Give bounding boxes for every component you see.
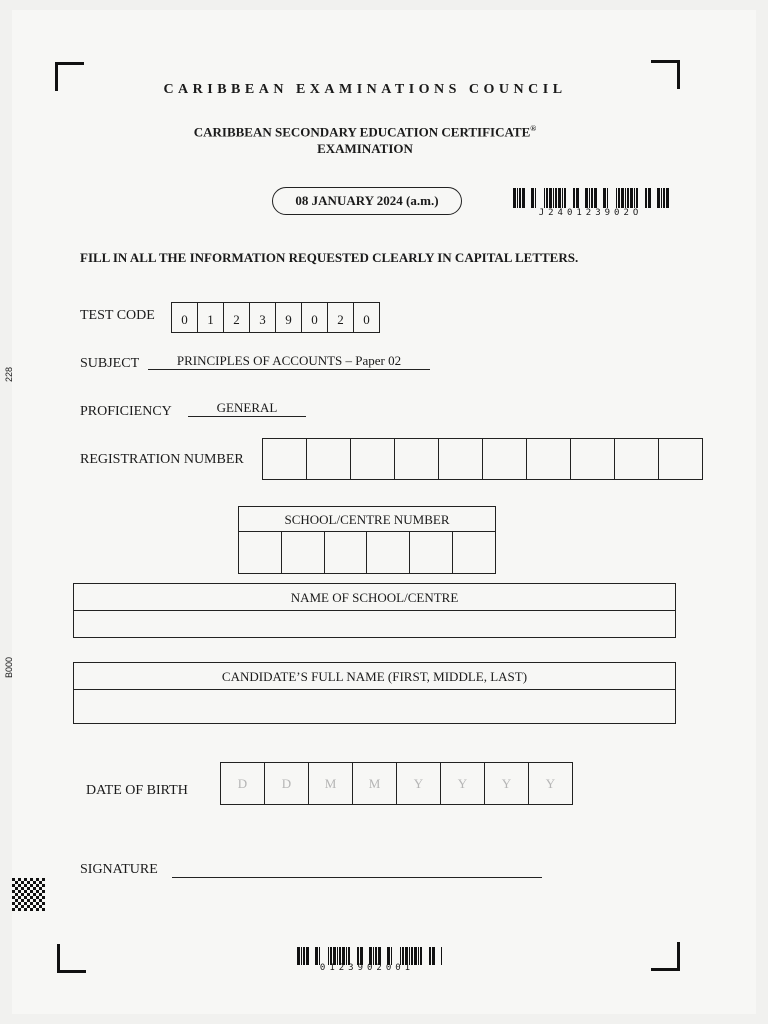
proficiency-label: PROFICIENCY <box>80 404 172 419</box>
registration-digit-field[interactable] <box>351 439 395 479</box>
signature-label: SIGNATURE <box>80 862 158 877</box>
candidate-name-box <box>73 662 676 724</box>
registration-number-boxes <box>262 438 703 480</box>
test-code-digit: 3 <box>250 303 276 332</box>
school-number-digit-field[interactable] <box>239 532 282 573</box>
dob-year-field[interactable]: Y <box>397 763 441 804</box>
dob-day-field[interactable]: D <box>221 763 265 804</box>
registration-digit-field[interactable] <box>263 439 307 479</box>
date-of-birth-label: DATE OF BIRTH <box>86 783 188 798</box>
subject-label: SUBJECT <box>80 356 140 371</box>
candidate-name-field[interactable] <box>74 690 675 723</box>
school-number-digit-field[interactable] <box>282 532 325 573</box>
registration-digit-field[interactable] <box>395 439 439 479</box>
registration-mark-bottom-left <box>57 944 86 973</box>
registration-mark-bottom-right <box>651 942 680 971</box>
school-number-digit-field[interactable] <box>367 532 410 573</box>
proficiency-value: GENERAL <box>188 399 306 417</box>
registration-digit-field[interactable] <box>483 439 527 479</box>
test-code-digit: 0 <box>302 303 328 332</box>
test-code-digit: 2 <box>328 303 354 332</box>
test-code-digit: 2 <box>224 303 250 332</box>
candidate-name-label: CANDIDATE’S FULL NAME (FIRST, MIDDLE, LAST) <box>74 663 675 690</box>
test-code-digit: 9 <box>276 303 302 332</box>
certificate-line-2: EXAMINATION <box>317 141 413 157</box>
school-number-digit-field[interactable] <box>453 532 495 573</box>
barcode-top <box>508 188 673 208</box>
school-centre-number-label: SCHOOL/CENTRE NUMBER <box>239 507 495 532</box>
registered-mark: ® <box>530 124 537 133</box>
subject-value: PRINCIPLES OF ACCOUNTS – Paper 02 <box>148 352 430 370</box>
dob-day-field[interactable]: D <box>265 763 309 804</box>
registration-digit-field[interactable] <box>615 439 659 479</box>
dob-year-field[interactable]: Y <box>545 776 556 791</box>
qr-code-icon <box>12 878 45 911</box>
signature-field[interactable] <box>172 877 542 878</box>
school-name-field[interactable] <box>74 611 675 637</box>
dob-year-field[interactable]: Y <box>485 763 529 804</box>
barcode-bottom-text: 0123902001 <box>319 963 415 973</box>
school-centre-number-box <box>238 506 496 574</box>
registration-digit-field[interactable] <box>571 439 615 479</box>
dob-month-field[interactable]: M <box>309 763 353 804</box>
school-number-digit-field[interactable] <box>325 532 368 573</box>
date-of-birth-boxes <box>220 762 573 805</box>
school-number-digit-field[interactable] <box>410 532 453 573</box>
certificate-title <box>0 120 730 157</box>
test-code-digit: 0 <box>363 312 370 327</box>
registration-digit-field[interactable] <box>439 439 483 479</box>
test-code-digit: 1 <box>198 303 224 332</box>
barcode-top-text: J240123902O <box>538 208 643 218</box>
exam-date-badge: 08 JANUARY 2024 (a.m.) <box>272 187 462 215</box>
test-code-boxes <box>171 302 380 333</box>
registration-digit-field[interactable] <box>659 439 702 479</box>
instruction-text: FILL IN ALL THE INFORMATION REQUESTED CLEARLY IN CAPITAL LETTERS. <box>80 250 579 265</box>
test-code-label: TEST CODE <box>80 308 155 323</box>
side-code-top: 228 <box>4 366 14 382</box>
school-name-box <box>73 583 676 638</box>
registration-digit-field[interactable] <box>527 439 571 479</box>
certificate-line-1: CARIBBEAN SECONDARY EDUCATION CERTIFICATE <box>193 124 531 140</box>
council-title: CARIBBEAN EXAMINATIONS COUNCIL <box>163 82 567 97</box>
side-code-bottom: B000 <box>4 656 14 678</box>
registration-digit-field[interactable] <box>307 439 351 479</box>
test-code-digit: 0 <box>172 303 198 332</box>
registration-number-label: REGISTRATION NUMBER <box>80 452 244 467</box>
dob-month-field[interactable]: M <box>353 763 397 804</box>
school-name-label: NAME OF SCHOOL/CENTRE <box>74 584 675 611</box>
dob-year-field[interactable]: Y <box>441 763 485 804</box>
